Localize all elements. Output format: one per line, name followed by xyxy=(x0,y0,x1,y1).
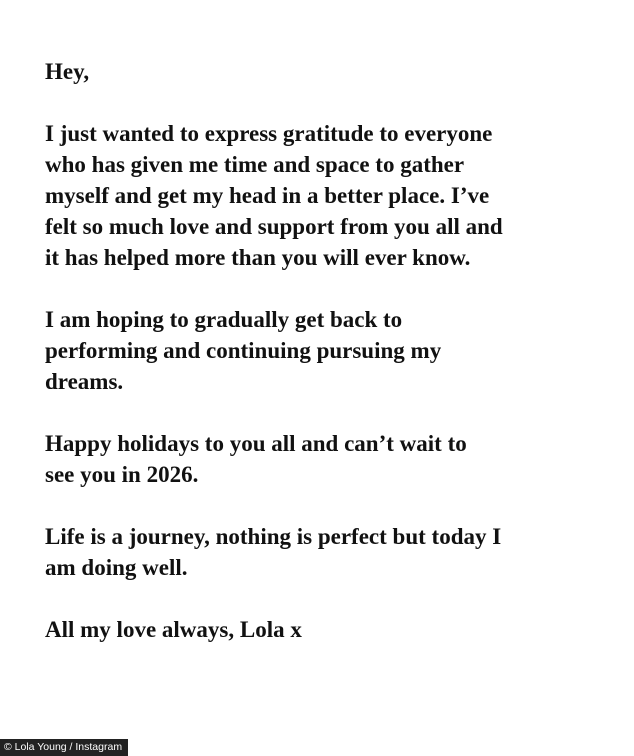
paragraph-line: see you in 2026. xyxy=(45,462,199,487)
paragraph-line: I just wanted to express gratitude to everyone xyxy=(45,121,493,146)
signoff-line: All my love always, Lola x xyxy=(45,617,302,642)
paragraph-line: Happy holidays to you all and can’t wait to xyxy=(45,431,467,456)
paragraph-line: am doing well. xyxy=(45,555,188,580)
paragraph-line: Life is a journey, nothing is perfect but today I xyxy=(45,524,502,549)
photo-credit: © Lola Young / Instagram xyxy=(0,739,128,756)
letter xyxy=(45,56,605,676)
paragraph-gratitude xyxy=(45,118,605,273)
paragraph-performing xyxy=(45,304,605,397)
greeting xyxy=(45,56,605,87)
paragraph-line: who has given me time and space to gather xyxy=(45,152,465,177)
paragraph-line: performing and continuing pursuing my xyxy=(45,338,442,363)
greeting-line: Hey, xyxy=(45,59,90,84)
paragraph-line: I am hoping to gradually get back to xyxy=(45,307,403,332)
paragraph-line: dreams. xyxy=(45,369,124,394)
paragraph-line: felt so much love and support from you all and xyxy=(45,214,503,239)
paragraph-line: myself and get my head in a better place. I’ve xyxy=(45,183,490,208)
signoff xyxy=(45,614,605,645)
paragraph-holidays xyxy=(45,428,605,490)
paragraph-journey xyxy=(45,521,605,583)
paragraph-line: it has helped more than you will ever know. xyxy=(45,245,471,270)
